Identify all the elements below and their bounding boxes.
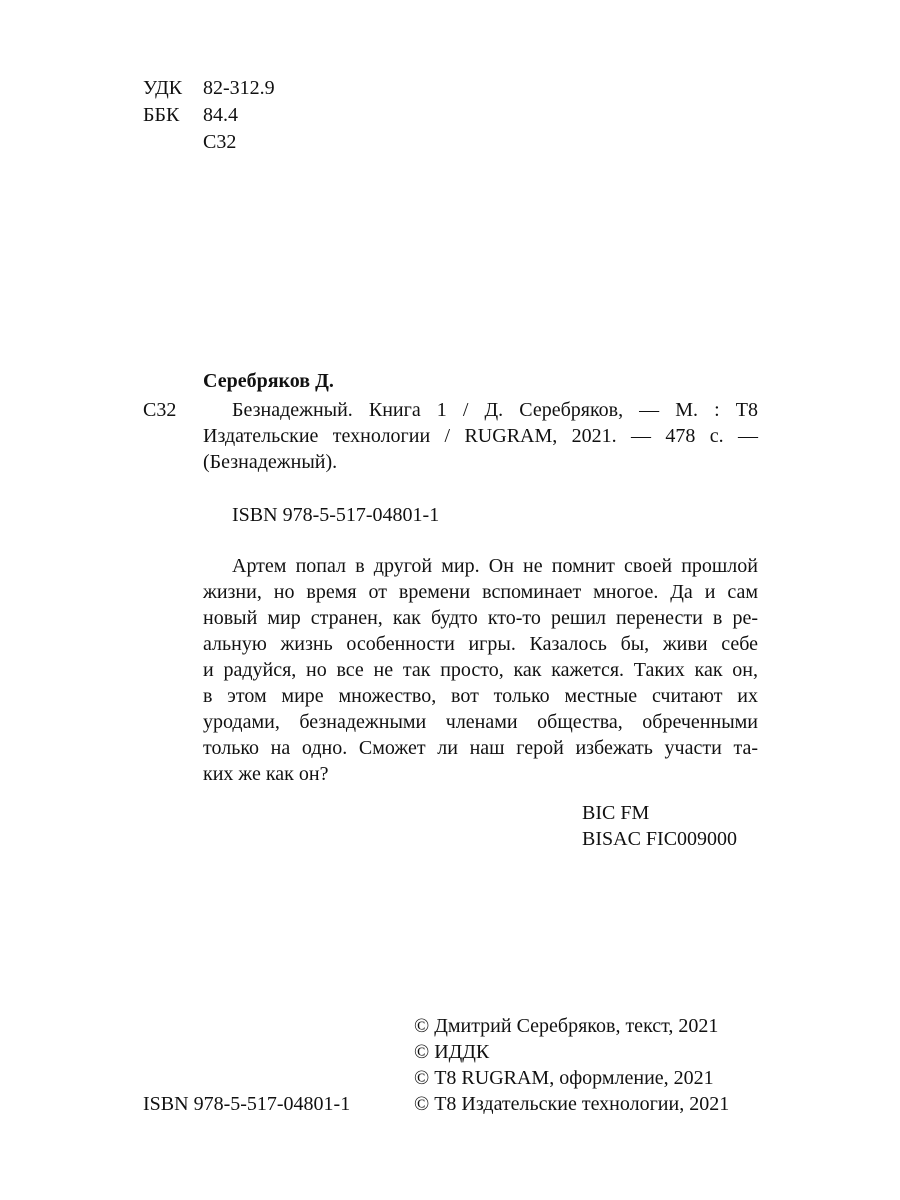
annotation-line: в этом мире множество, вот только местные считают их — [203, 685, 758, 707]
bisac-code: BISAC FIC009000 — [582, 828, 738, 850]
annotation-line: уродами, безнадежными членами общества, обреченными — [203, 711, 758, 733]
copyright-line: © Дмитрий Серебряков, текст, 2021 — [414, 1015, 719, 1037]
bib-line: Издательские технологии / RUGRAM, 2021. — 478 с. — — [203, 425, 758, 447]
udk-value: 82-312.9 — [203, 77, 275, 99]
bbk-label: ББК — [143, 104, 180, 126]
bib-line: Безнадежный. Книга 1 / Д. Серебряков, — М. : Т8 — [232, 399, 758, 421]
annotation — [203, 553, 758, 787]
bib-author-mark: С32 — [143, 399, 177, 421]
bic-code: BIC FM — [582, 802, 650, 824]
author-mark: С32 — [203, 131, 237, 153]
annotation-line: Артем попал в другой мир. Он не помнит своей прошлой — [232, 555, 758, 577]
annotation-line: альную жизнь особенности игры. Казалось бы, живи себе — [203, 633, 758, 655]
isbn-bottom: ISBN 978-5-517-04801-1 — [143, 1093, 351, 1115]
annotation-line: только на одно. Сможет ли наш герой избежать участи та- — [203, 737, 758, 759]
annotation-line: жизни, но время от времени вспоминает многое. Да и сам — [203, 581, 758, 603]
bib-line: (Безнадежный). — [203, 451, 338, 473]
bbk-value: 84.4 — [203, 104, 238, 126]
udk-label: УДК — [143, 77, 183, 99]
annotation-line: ких же как он? — [203, 763, 329, 785]
copyright-block — [414, 1013, 729, 1117]
copyright-line: © Т8 RUGRAM, оформление, 2021 — [414, 1067, 714, 1089]
bib-description — [203, 397, 758, 475]
bib-author: Серебряков Д. — [203, 370, 334, 392]
copyright-line: © Т8 Издательские технологии, 2021 — [414, 1093, 730, 1115]
copyright-line: © ИДДК — [414, 1041, 490, 1063]
annotation-line: новый мир странен, как будто кто-то решил перенести в ре- — [203, 607, 758, 629]
annotation-line: и радуйся, но все не так просто, как кажется. Таких как он, — [203, 659, 758, 681]
isbn-main: ISBN 978-5-517-04801-1 — [232, 504, 440, 526]
